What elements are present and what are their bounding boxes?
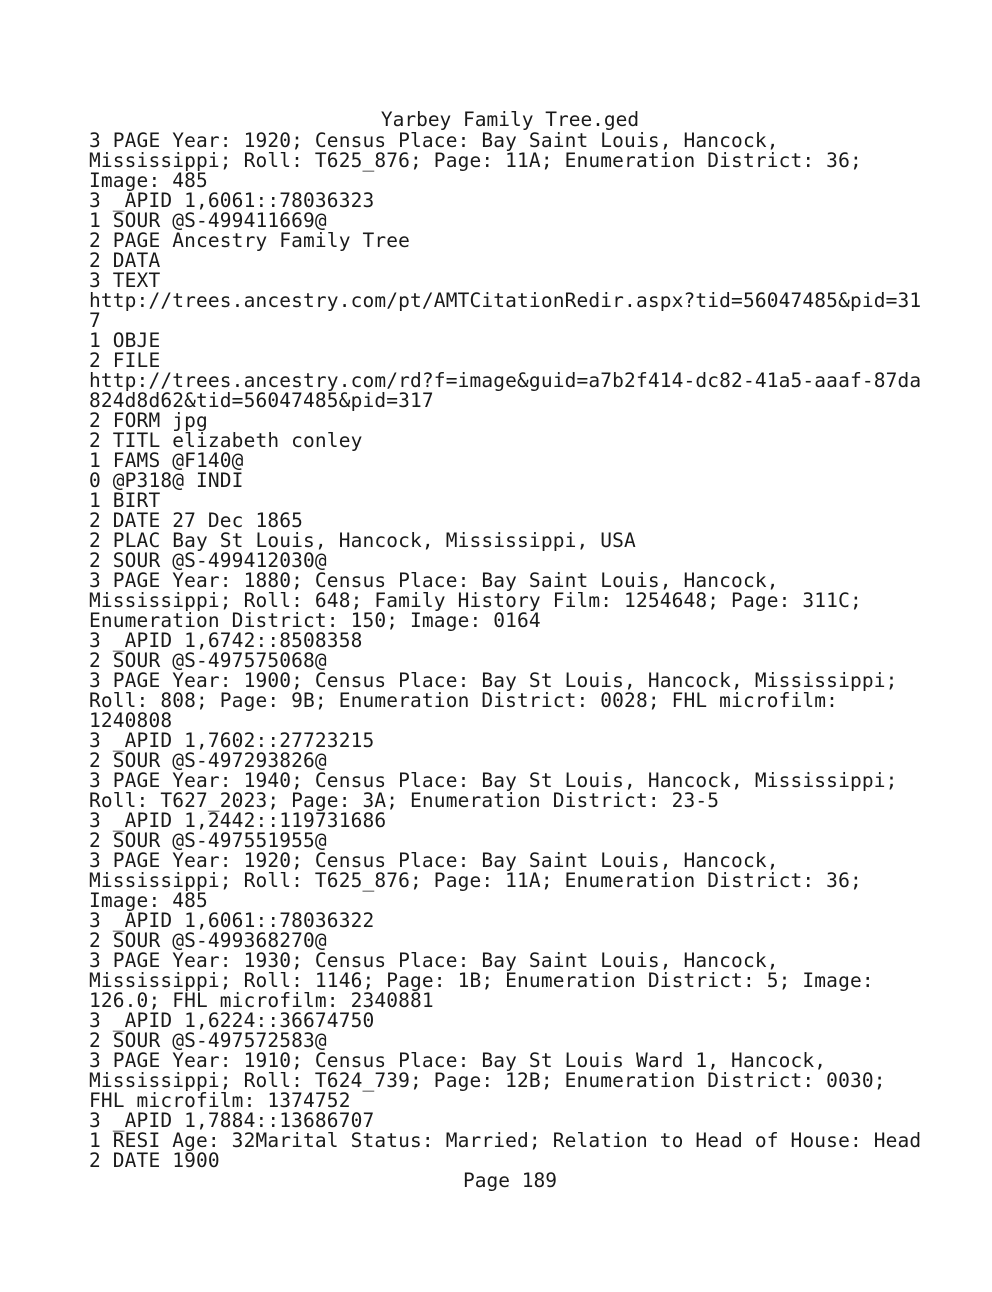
gedcom-line: 2 SOUR @S-497293826@	[89, 749, 327, 772]
gedcom-line: 2 SOUR @S-497572583@	[89, 1029, 327, 1052]
gedcom-line: 0 @P318@ INDI	[89, 469, 244, 492]
gedcom-text-body	[89, 131, 969, 1171]
gedcom-line: 2 DATE 1900	[89, 1149, 220, 1172]
page-number: Page 189	[463, 1169, 557, 1192]
gedcom-line: 3 _APID 1,2442::119731686	[89, 809, 387, 832]
gedcom-line: Image: 485	[89, 169, 208, 192]
gedcom-line: 3 _APID 1,7602::27723215	[89, 729, 375, 752]
gedcom-line: 2 SOUR @S-499412030@	[89, 549, 327, 572]
gedcom-line: 3 PAGE Year: 1940; Census Place: Bay St Louis, Hancock, Mississippi;	[89, 769, 898, 792]
gedcom-line: 2 FILE	[89, 349, 161, 372]
gedcom-line: 3 PAGE Year: 1910; Census Place: Bay St Louis Ward 1, Hancock,	[89, 1049, 827, 1072]
gedcom-line: FHL microfilm: 1374752	[89, 1089, 351, 1112]
gedcom-line: 3 PAGE Year: 1930; Census Place: Bay Saint Louis, Hancock,	[89, 949, 779, 972]
gedcom-line: 1 BIRT	[89, 489, 161, 512]
gedcom-line: 2 FORM jpg	[89, 409, 208, 432]
gedcom-line: 2 PLAC Bay St Louis, Hancock, Mississippi, USA	[89, 529, 636, 552]
gedcom-line: 7	[89, 309, 101, 332]
gedcom-line: 3 TEXT	[89, 269, 161, 292]
gedcom-line: Mississippi; Roll: 648; Family History Film: 1254648; Page: 311C;	[89, 589, 862, 612]
gedcom-line: Mississippi; Roll: T624_739; Page: 12B; Enumeration District: 0030;	[89, 1069, 886, 1092]
gedcom-line: 1 OBJE	[89, 329, 161, 352]
gedcom-line: 3 _APID 1,6061::78036322	[89, 909, 375, 932]
gedcom-line: 824d8d62&tid=56047485&pid=317	[89, 389, 434, 412]
gedcom-line: 3 PAGE Year: 1900; Census Place: Bay St Louis, Hancock, Mississippi;	[89, 669, 898, 692]
gedcom-line: 2 PAGE Ancestry Family Tree	[89, 229, 411, 252]
gedcom-line: Mississippi; Roll: T625_876; Page: 11A; Enumeration District: 36;	[89, 149, 862, 172]
gedcom-line: 2 SOUR @S-497551955@	[89, 829, 327, 852]
gedcom-line: 3 PAGE Year: 1920; Census Place: Bay Saint Louis, Hancock,	[89, 129, 779, 152]
gedcom-line: 3 PAGE Year: 1880; Census Place: Bay Saint Louis, Hancock,	[89, 569, 779, 592]
gedcom-line: Mississippi; Roll: 1146; Page: 1B; Enumeration District: 5; Image:	[89, 969, 874, 992]
gedcom-line: 3 _APID 1,6224::36674750	[89, 1009, 375, 1032]
gedcom-line: 126.0; FHL microfilm: 2340881	[89, 989, 434, 1012]
gedcom-line: 1 SOUR @S-499411669@	[89, 209, 327, 232]
gedcom-line: 2 TITL elizabeth conley	[89, 429, 363, 452]
gedcom-line: Image: 485	[89, 889, 208, 912]
gedcom-line: Roll: 808; Page: 9B; Enumeration District: 0028; FHL microfilm:	[89, 689, 839, 712]
gedcom-line: http://trees.ancestry.com/rd?f=image&guid=a7b2f414-dc82-41a5-aaaf-87da	[89, 369, 922, 392]
gedcom-line: 3 _APID 1,6061::78036323	[89, 189, 375, 212]
gedcom-line: 2 DATE 27 Dec 1865	[89, 509, 304, 532]
gedcom-line: 1 FAMS @F140@	[89, 449, 244, 472]
gedcom-line: 3 _APID 1,7884::13686707	[89, 1109, 375, 1132]
gedcom-line: http://trees.ancestry.com/pt/AMTCitationRedir.aspx?tid=56047485&pid=31	[89, 289, 922, 312]
gedcom-line: Enumeration District: 150; Image: 0164	[89, 609, 541, 632]
gedcom-line: 2 SOUR @S-499368270@	[89, 929, 327, 952]
gedcom-line: 1240808	[89, 709, 173, 732]
gedcom-line: Mississippi; Roll: T625_876; Page: 11A; Enumeration District: 36;	[89, 869, 862, 892]
gedcom-line: 1 RESI Age: 32Marital Status: Married; Relation to Head of House: Head	[89, 1129, 922, 1152]
gedcom-line: Roll: T627_2023; Page: 3A; Enumeration District: 23-5	[89, 789, 720, 812]
gedcom-line: 2 DATA	[89, 249, 161, 272]
gedcom-line: 3 PAGE Year: 1920; Census Place: Bay Saint Louis, Hancock,	[89, 849, 779, 872]
gedcom-line: 3 _APID 1,6742::8508358	[89, 629, 363, 652]
document-title: Yarbey Family Tree.ged	[380, 108, 640, 131]
gedcom-line: 2 SOUR @S-497575068@	[89, 649, 327, 672]
